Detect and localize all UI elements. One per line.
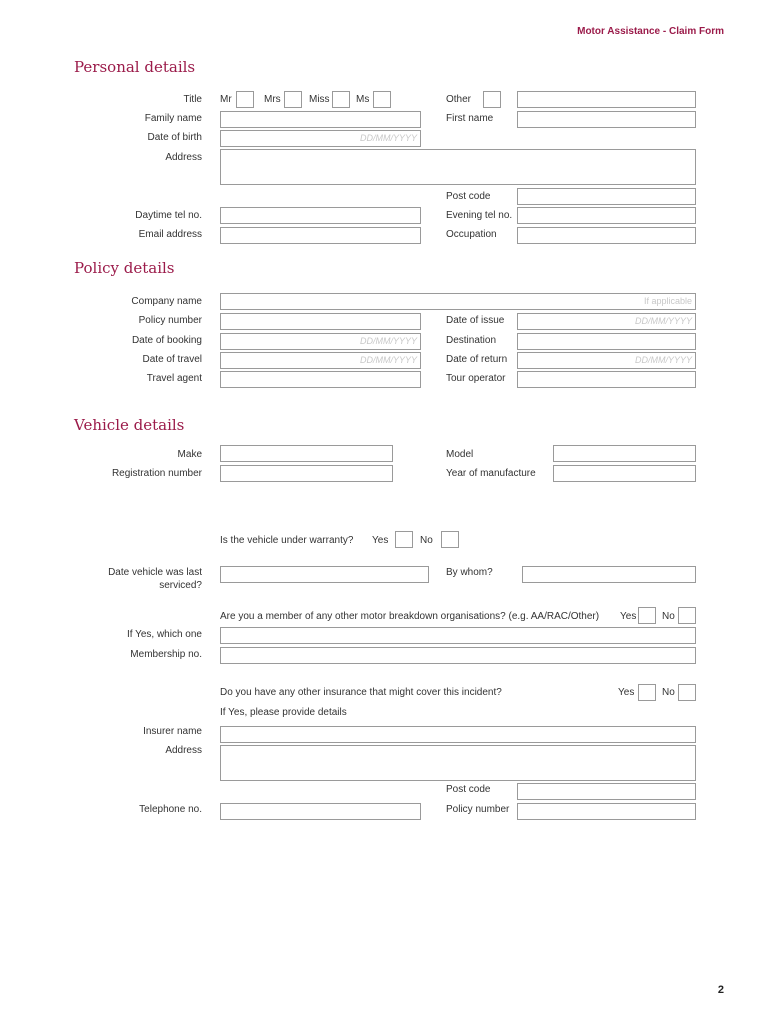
dob-input[interactable]: DD/MM/YYYY: [220, 130, 421, 147]
family-name-label: Family name: [144, 113, 202, 124]
insurer-address-label: Address: [165, 745, 202, 756]
first-name-input[interactable]: [517, 111, 696, 128]
page-number: 2: [717, 984, 724, 996]
address-input[interactable]: [220, 149, 696, 185]
title-mr-checkbox[interactable]: [236, 91, 254, 108]
date-of-return-label: Date of return: [446, 354, 508, 365]
post-code-input[interactable]: [517, 188, 696, 205]
title-ms-checkbox[interactable]: [373, 91, 391, 108]
title-other-input[interactable]: [517, 91, 696, 108]
by-whom-label: By whom?: [446, 567, 493, 578]
section-heading-policy: Policy details: [74, 259, 175, 277]
email-label: Email address: [138, 229, 202, 240]
evening-tel-input[interactable]: [517, 207, 696, 224]
make-input[interactable]: [220, 445, 393, 462]
post-code-label: Post code: [446, 191, 491, 202]
tour-operator-label: Tour operator: [446, 373, 506, 384]
policy-number-label: Policy number: [138, 315, 202, 326]
insurer-policy-number-label: Policy number: [446, 804, 510, 815]
year-input[interactable]: [553, 465, 696, 482]
section-heading-vehicle: Vehicle details: [74, 416, 185, 434]
evening-tel-label: Evening tel no.: [446, 210, 513, 221]
title-ms-label: Ms: [356, 94, 370, 105]
title-miss-checkbox[interactable]: [332, 91, 350, 108]
title-mr-label: Mr: [220, 94, 232, 105]
occupation-input[interactable]: [517, 227, 696, 244]
tour-operator-input[interactable]: [517, 371, 696, 388]
section-heading-personal: Personal details: [74, 58, 196, 76]
member-no-checkbox[interactable]: [678, 607, 696, 624]
insurer-post-code-label: Post code: [446, 784, 491, 795]
title-miss-label: Miss: [309, 94, 330, 105]
date-of-issue-input[interactable]: DD/MM/YYYY: [517, 313, 696, 330]
date-of-issue-label: Date of issue: [446, 315, 505, 326]
insurance-yes-label: Yes: [618, 687, 635, 698]
membership-no-input[interactable]: [220, 647, 696, 664]
title-other-checkbox[interactable]: [483, 91, 501, 108]
insurer-address-input[interactable]: [220, 745, 696, 781]
insurer-name-label: Insurer name: [143, 726, 202, 737]
model-label: Model: [446, 449, 474, 460]
membership-no-label: Membership no.: [130, 649, 202, 660]
policy-number-input[interactable]: [220, 313, 421, 330]
member-yes-label: Yes: [620, 611, 637, 622]
insurer-post-code-input[interactable]: [517, 783, 696, 800]
last-serviced-label: Date vehicle was last: [108, 567, 202, 578]
date-of-booking-label: Date of booking: [131, 335, 202, 346]
date-of-travel-label: Date of travel: [142, 354, 202, 365]
address-label: Address: [165, 152, 202, 163]
insurer-telephone-label: Telephone no.: [139, 804, 202, 815]
warranty-question: Is the vehicle under warranty?: [220, 535, 354, 546]
title-mrs-label: Mrs: [264, 94, 281, 105]
insurer-telephone-input[interactable]: [220, 803, 421, 820]
last-serviced-label-2: serviced?: [159, 580, 202, 591]
family-name-input[interactable]: [220, 111, 421, 128]
make-label: Make: [177, 449, 202, 460]
warranty-no-label: No: [420, 535, 433, 546]
dob-label: Date of birth: [147, 132, 202, 143]
destination-label: Destination: [446, 335, 497, 346]
registration-label: Registration number: [111, 468, 202, 479]
last-serviced-input[interactable]: [220, 566, 429, 583]
warranty-yes-checkbox[interactable]: [395, 531, 413, 548]
title-mrs-checkbox[interactable]: [284, 91, 302, 108]
date-of-return-input[interactable]: DD/MM/YYYY: [517, 352, 696, 369]
daytime-tel-label: Daytime tel no.: [135, 210, 202, 221]
document-header: Motor Assistance - Claim Form: [577, 26, 724, 37]
which-one-input[interactable]: [220, 627, 696, 644]
year-label: Year of manufacture: [446, 468, 536, 479]
insurance-no-label: No: [662, 687, 675, 698]
date-of-booking-input[interactable]: DD/MM/YYYY: [220, 333, 421, 350]
title-other-label: Other: [446, 94, 472, 105]
insurance-yes-checkbox[interactable]: [638, 684, 656, 701]
title-label: Title: [183, 94, 202, 105]
company-name-label: Company name: [131, 296, 202, 307]
company-name-input[interactable]: If applicable: [220, 293, 696, 310]
registration-input[interactable]: [220, 465, 393, 482]
daytime-tel-input[interactable]: [220, 207, 421, 224]
insurance-question: Do you have any other insurance that might cover this incident?: [220, 687, 502, 698]
occupation-label: Occupation: [446, 229, 497, 240]
travel-agent-label: Travel agent: [146, 373, 202, 384]
insurance-no-checkbox[interactable]: [678, 684, 696, 701]
warranty-no-checkbox[interactable]: [441, 531, 459, 548]
destination-input[interactable]: [517, 333, 696, 350]
provide-details-label: If Yes, please provide details: [220, 707, 347, 718]
insurer-name-input[interactable]: [220, 726, 696, 743]
model-input[interactable]: [553, 445, 696, 462]
warranty-yes-label: Yes: [372, 535, 389, 546]
member-yes-checkbox[interactable]: [638, 607, 656, 624]
insurer-policy-number-input[interactable]: [517, 803, 696, 820]
first-name-label: First name: [446, 113, 494, 124]
member-no-label: No: [662, 611, 675, 622]
member-question: Are you a member of any other motor breakdown organisations? (e.g. AA/RAC/Other): [220, 611, 600, 622]
travel-agent-input[interactable]: [220, 371, 421, 388]
by-whom-input[interactable]: [522, 566, 696, 583]
which-one-label: If Yes, which one: [126, 629, 202, 640]
email-input[interactable]: [220, 227, 421, 244]
date-of-travel-input[interactable]: DD/MM/YYYY: [220, 352, 421, 369]
